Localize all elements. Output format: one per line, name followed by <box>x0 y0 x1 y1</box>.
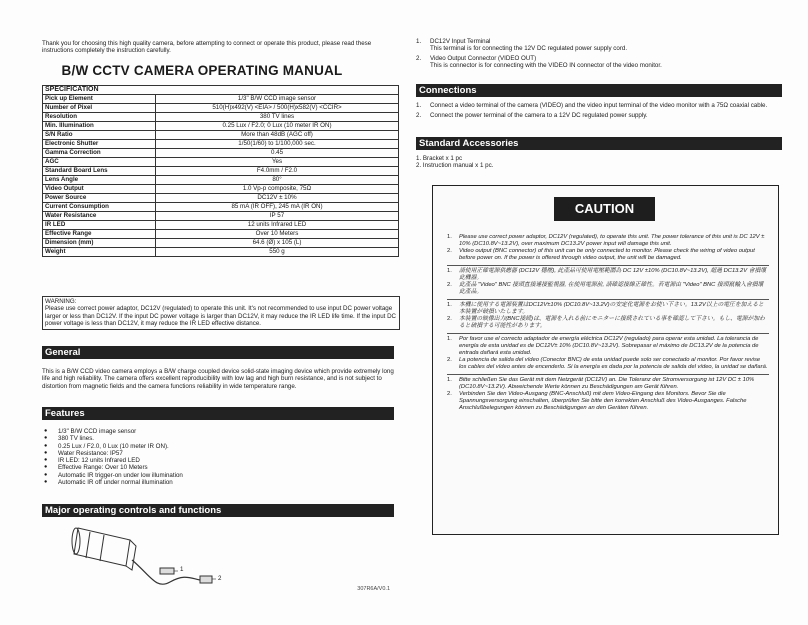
spec-value: 80° <box>156 176 399 185</box>
spec-label: Video Output <box>43 185 156 194</box>
caution-group <box>447 232 769 266</box>
spec-row <box>43 149 399 158</box>
terminal-1-title: DC12V Input Terminal <box>430 38 491 45</box>
callout-2: 2 <box>218 575 222 582</box>
feature-item: ● 0.25 Lux / F2.0, 0 Lux (10 meter IR ON). <box>42 443 183 450</box>
connection-1-number: 1. <box>416 102 422 109</box>
connection-2-number: 2. <box>416 112 422 120</box>
caution-item <box>447 357 769 371</box>
accessories-list <box>416 155 776 170</box>
spec-row <box>43 158 399 167</box>
spec-label: IR LED <box>43 221 156 230</box>
controls-heading: Major operating controls and functions <box>42 504 394 517</box>
spec-value: 380 TV lines <box>156 113 399 122</box>
feature-item: ● Automatic IR trigger-on under low illumination <box>42 472 183 479</box>
camera-diagram <box>60 520 240 600</box>
spec-label: Power Source <box>43 194 156 203</box>
spec-value: DC12V ± 10% <box>156 194 399 203</box>
caution-item-text: Bitte schließen Sie das Gerät mit dem Netzgerät (DC12V) an. Die Toleranz der Stromversorgung ist 12V DC ± 10% (DC10.8V~13.2V). Abweichende Werte können zu Beschädigungen am Gerät führen. <box>459 377 755 390</box>
terminal-1-number: 1. <box>416 38 422 45</box>
features-list <box>42 428 183 486</box>
caution-item-text: Video output (BNC connector) of this unit can be only connected to monitor. Please check the wiring of video output before power on. If the power is offered through video output, the unit will be damaged. <box>459 248 755 261</box>
warning-text: Please use correct power adaptor, DC12V (regulated) to operate this unit. It's not recommended to use input DC power voltage larger or less than DC12V. If the input DC power voltage is larger than DC12V, it may reduce the IR LED life time. If the input DC power voltage is less than DC12V, it may reduce the IR LED effective distance. <box>45 305 397 328</box>
terminal-1-desc: This terminal is for connecting the 12V DC regulated power supply cord. <box>430 45 628 53</box>
caution-group <box>447 266 769 300</box>
spec-row <box>43 239 399 248</box>
caution-heading: CAUTION <box>554 197 655 221</box>
connection-1-text: Connect a video terminal of the camera (VIDEO) and the video input terminal of the video monitor with a 75Ω coaxial cable. <box>430 102 768 109</box>
spec-header: SPECIFICATION <box>43 86 399 95</box>
caution-item-number: 1. <box>447 377 452 383</box>
camera-body <box>72 528 136 570</box>
caution-list <box>447 232 769 415</box>
caution-item <box>447 316 769 330</box>
caution-item-text: 請使用正確電源供應器 (DC12V 穩壓), 此產品可使用電壓範圍為 DC 12V ±10% (DC10.8V~13.2V), 超過 DC13.2V 會損壞此機器。 <box>459 268 767 281</box>
spec-table <box>42 85 399 257</box>
caution-item <box>447 282 769 296</box>
general-text: This is a B/W CCD video camera employs a B/W charge coupled device solid-state imaging device which provide extremely long life and high reliability. The camera offers excellent reproducibility with low lag and high burn resistance, and is not subject to distortion from magnetic fields and the camera functions reliability in wide temperature range. <box>42 368 394 390</box>
spec-row <box>43 113 399 122</box>
spec-label: Current Consumption <box>43 203 156 212</box>
spec-row <box>43 185 399 194</box>
terminal-list <box>416 38 786 70</box>
callout-1: 1 <box>180 566 184 573</box>
spec-row <box>43 140 399 149</box>
connection-item <box>416 102 780 109</box>
caution-item-number: 2. <box>447 316 452 322</box>
spec-row <box>43 230 399 239</box>
spec-label: Effective Range <box>43 230 156 239</box>
spec-row <box>43 104 399 113</box>
spec-label: Weight <box>43 248 156 257</box>
spec-row <box>43 95 399 104</box>
spec-label: Lens Angle <box>43 176 156 185</box>
caution-item-number: 2. <box>447 391 452 397</box>
feature-item: ● IR LED: 12 units Infrared LED <box>42 457 183 464</box>
feature-item: ● Water Resistance: IP57 <box>42 450 183 457</box>
spec-value: 550 g <box>156 248 399 257</box>
feature-item: ● 380 TV lines. <box>42 435 183 442</box>
video-output-connector <box>200 576 212 583</box>
caution-item <box>447 302 769 316</box>
spec-row <box>43 203 399 212</box>
spec-label: Dimension (mm) <box>43 239 156 248</box>
spec-label: Number of Pixel <box>43 104 156 113</box>
spec-row <box>43 248 399 257</box>
caution-group <box>447 300 769 334</box>
terminal-item <box>416 38 786 53</box>
spec-label: Electronic Shutter <box>43 140 156 149</box>
page-title: B/W CCTV CAMERA OPERATING MANUAL <box>61 63 343 78</box>
terminal-2-title: Video Output Connector (VIDEO OUT) <box>430 54 537 62</box>
spec-label: Pick up Element <box>43 95 156 104</box>
caution-item <box>447 234 769 248</box>
connections-heading: Connections <box>416 84 782 97</box>
spec-value: More than 48dB (AGC off) <box>156 131 399 140</box>
spec-value: 510(H)x492(V) <EIA> / 500(H)x582(V) <CCIR> <box>156 104 399 113</box>
spec-label: S/N Ratio <box>43 131 156 140</box>
spec-label: Standard Board Lens <box>43 167 156 176</box>
spec-value: IP 57 <box>156 212 399 221</box>
page-code: 307R6A/V0.1 <box>357 586 390 592</box>
accessory-item: 1. Bracket x 1 pc <box>416 155 463 162</box>
caution-item-number: 1. <box>447 336 452 342</box>
spec-value: Yes <box>156 158 399 167</box>
spec-row <box>43 194 399 203</box>
spec-value: 0.45 <box>156 149 399 158</box>
warning-box <box>42 296 400 330</box>
warning-label: WARNING: <box>45 298 77 305</box>
accessory-item: 2. Instruction manual x 1 pc. <box>416 162 494 170</box>
spec-label: Min. Illumination <box>43 122 156 131</box>
spec-row <box>43 176 399 185</box>
caution-item-text: Please use correct power adaptor, DC12V (regulated), to operate this unit. The power tolerance of this unit is DC 12V ± 10% (DC10.8V~13.2V), over maximum DC13.2V power input will damage this unit. <box>459 234 765 247</box>
terminal-2-desc: This is connector is for connecting with the VIDEO IN connector of the video monitor. <box>430 62 662 70</box>
caution-group <box>447 375 769 415</box>
spec-label: Resolution <box>43 113 156 122</box>
caution-item-text: 此產品 "Video" BNC 接頭直接連接監視器, 在使用電源前, 請確認接線正確性。若電源由 "Video" BNC 接頭竄輸入會損壞此產品。 <box>459 282 764 295</box>
spec-label: AGC <box>43 158 156 167</box>
general-heading: General <box>42 346 394 359</box>
accessories-heading: Standard Accessories <box>416 137 782 150</box>
caution-item-text: Por favor use el correcto adaptador de energía eléctrica DC12V (regulado) para operar esta unidad. La tolerancia de energía de esta unidad es de DC12V± 10% (DC10.8V~13.2V). Sobrepasar el máximo de DC13.2V de la potencia de entrada dañará esta unidad. <box>459 336 759 356</box>
spec-value: 0.25 Lux / F2.0; 0 Lux (10 meter IR ON) <box>156 122 399 131</box>
caution-box <box>432 185 779 535</box>
caution-item <box>447 268 769 282</box>
spec-value: 1/50(1/60) to 1/100,000 sec. <box>156 140 399 149</box>
intro-text: Thank you for choosing this high quality camera, before attempting to connect or operate this product, please read these instructions completely the instruction carefully. <box>42 40 372 55</box>
spec-value: 64.6 (Ø) x 105 (L) <box>156 239 399 248</box>
spec-value: 12 units Infrared LED <box>156 221 399 230</box>
terminal-item <box>416 55 786 70</box>
spec-row <box>43 131 399 140</box>
caution-item <box>447 336 769 357</box>
caution-item-text: 本装置の映像出力(BNC接続)は、電源を入れる前にモニターに接続されている事を確認して下さい。もし、電源が加わると破損する可能性があります。 <box>459 316 765 329</box>
dc-input-connector <box>160 568 174 574</box>
spec-row <box>43 212 399 221</box>
caution-item-number: 1. <box>447 234 452 240</box>
spec-value: 85 mA (IR OFF), 245 mA (IR ON) <box>156 203 399 212</box>
connection-2-text: Connect the power terminal of the camera to a 12V DC regulated power supply. <box>430 112 648 120</box>
spec-label: Gamma Correction <box>43 149 156 158</box>
spec-value: F4.0mm / F2.0 <box>156 167 399 176</box>
caution-item-number: 1. <box>447 302 452 308</box>
caution-item <box>447 391 769 412</box>
feature-item: ● 1/3" B/W CCD image sensor <box>42 428 183 435</box>
connection-item <box>416 112 780 119</box>
spec-value: 1.0 Vp-p composite, 75Ω <box>156 185 399 194</box>
caution-item-number: 1. <box>447 268 452 274</box>
caution-item-text: La potencia de salida del vídeo (Conector BNC) de esta unidad puede solo ser conectado al monitor. Por favor revise los cables del vídeo antes de encenderlo. Si la energía es dada por la potencia de salida del vídeo, la unidad se dañará. <box>459 357 768 370</box>
caution-item-number: 2. <box>447 357 452 363</box>
terminal-2-number: 2. <box>416 54 422 62</box>
caution-item <box>447 248 769 262</box>
caution-item-text: Verbinden Sie den Video-Ausgang (BNC-Anschluß) mit dem Video-Eingang des Monitors. Bevor Sie die Spannungsversorgung einschalten, überprüfen Sie bitte den korrekten Anschluß des Video-Ausganges. Falsche Anschlußbelegungen können zu Beschädigungen an den Geräten führen. <box>459 391 747 411</box>
feature-item: ● Automatic IR off under normal illumination <box>42 479 183 486</box>
feature-item: ● Effective Range: Over 10 Meters <box>42 464 183 471</box>
spec-row <box>43 221 399 230</box>
spec-value: 1/3" B/W CCD image sensor <box>156 95 399 104</box>
spec-label: Water Resistance <box>43 212 156 221</box>
caution-item-number: 2. <box>447 248 452 254</box>
caution-group <box>447 334 769 375</box>
spec-header-row <box>43 86 399 95</box>
caution-item-number: 2. <box>447 282 452 288</box>
caution-item-text: 本機に使用する電源装置はDC12V±10% (DC10.8V~13.2V)の安定化電源をお使い下さい。13.2V以上の電圧を加えると本装置が破損いたします。 <box>459 302 764 315</box>
spec-row <box>43 122 399 131</box>
features-heading: Features <box>42 407 394 420</box>
caution-item <box>447 377 769 391</box>
spec-row <box>43 167 399 176</box>
connections-list <box>416 102 780 120</box>
spec-value: Over 10 Meters <box>156 230 399 239</box>
